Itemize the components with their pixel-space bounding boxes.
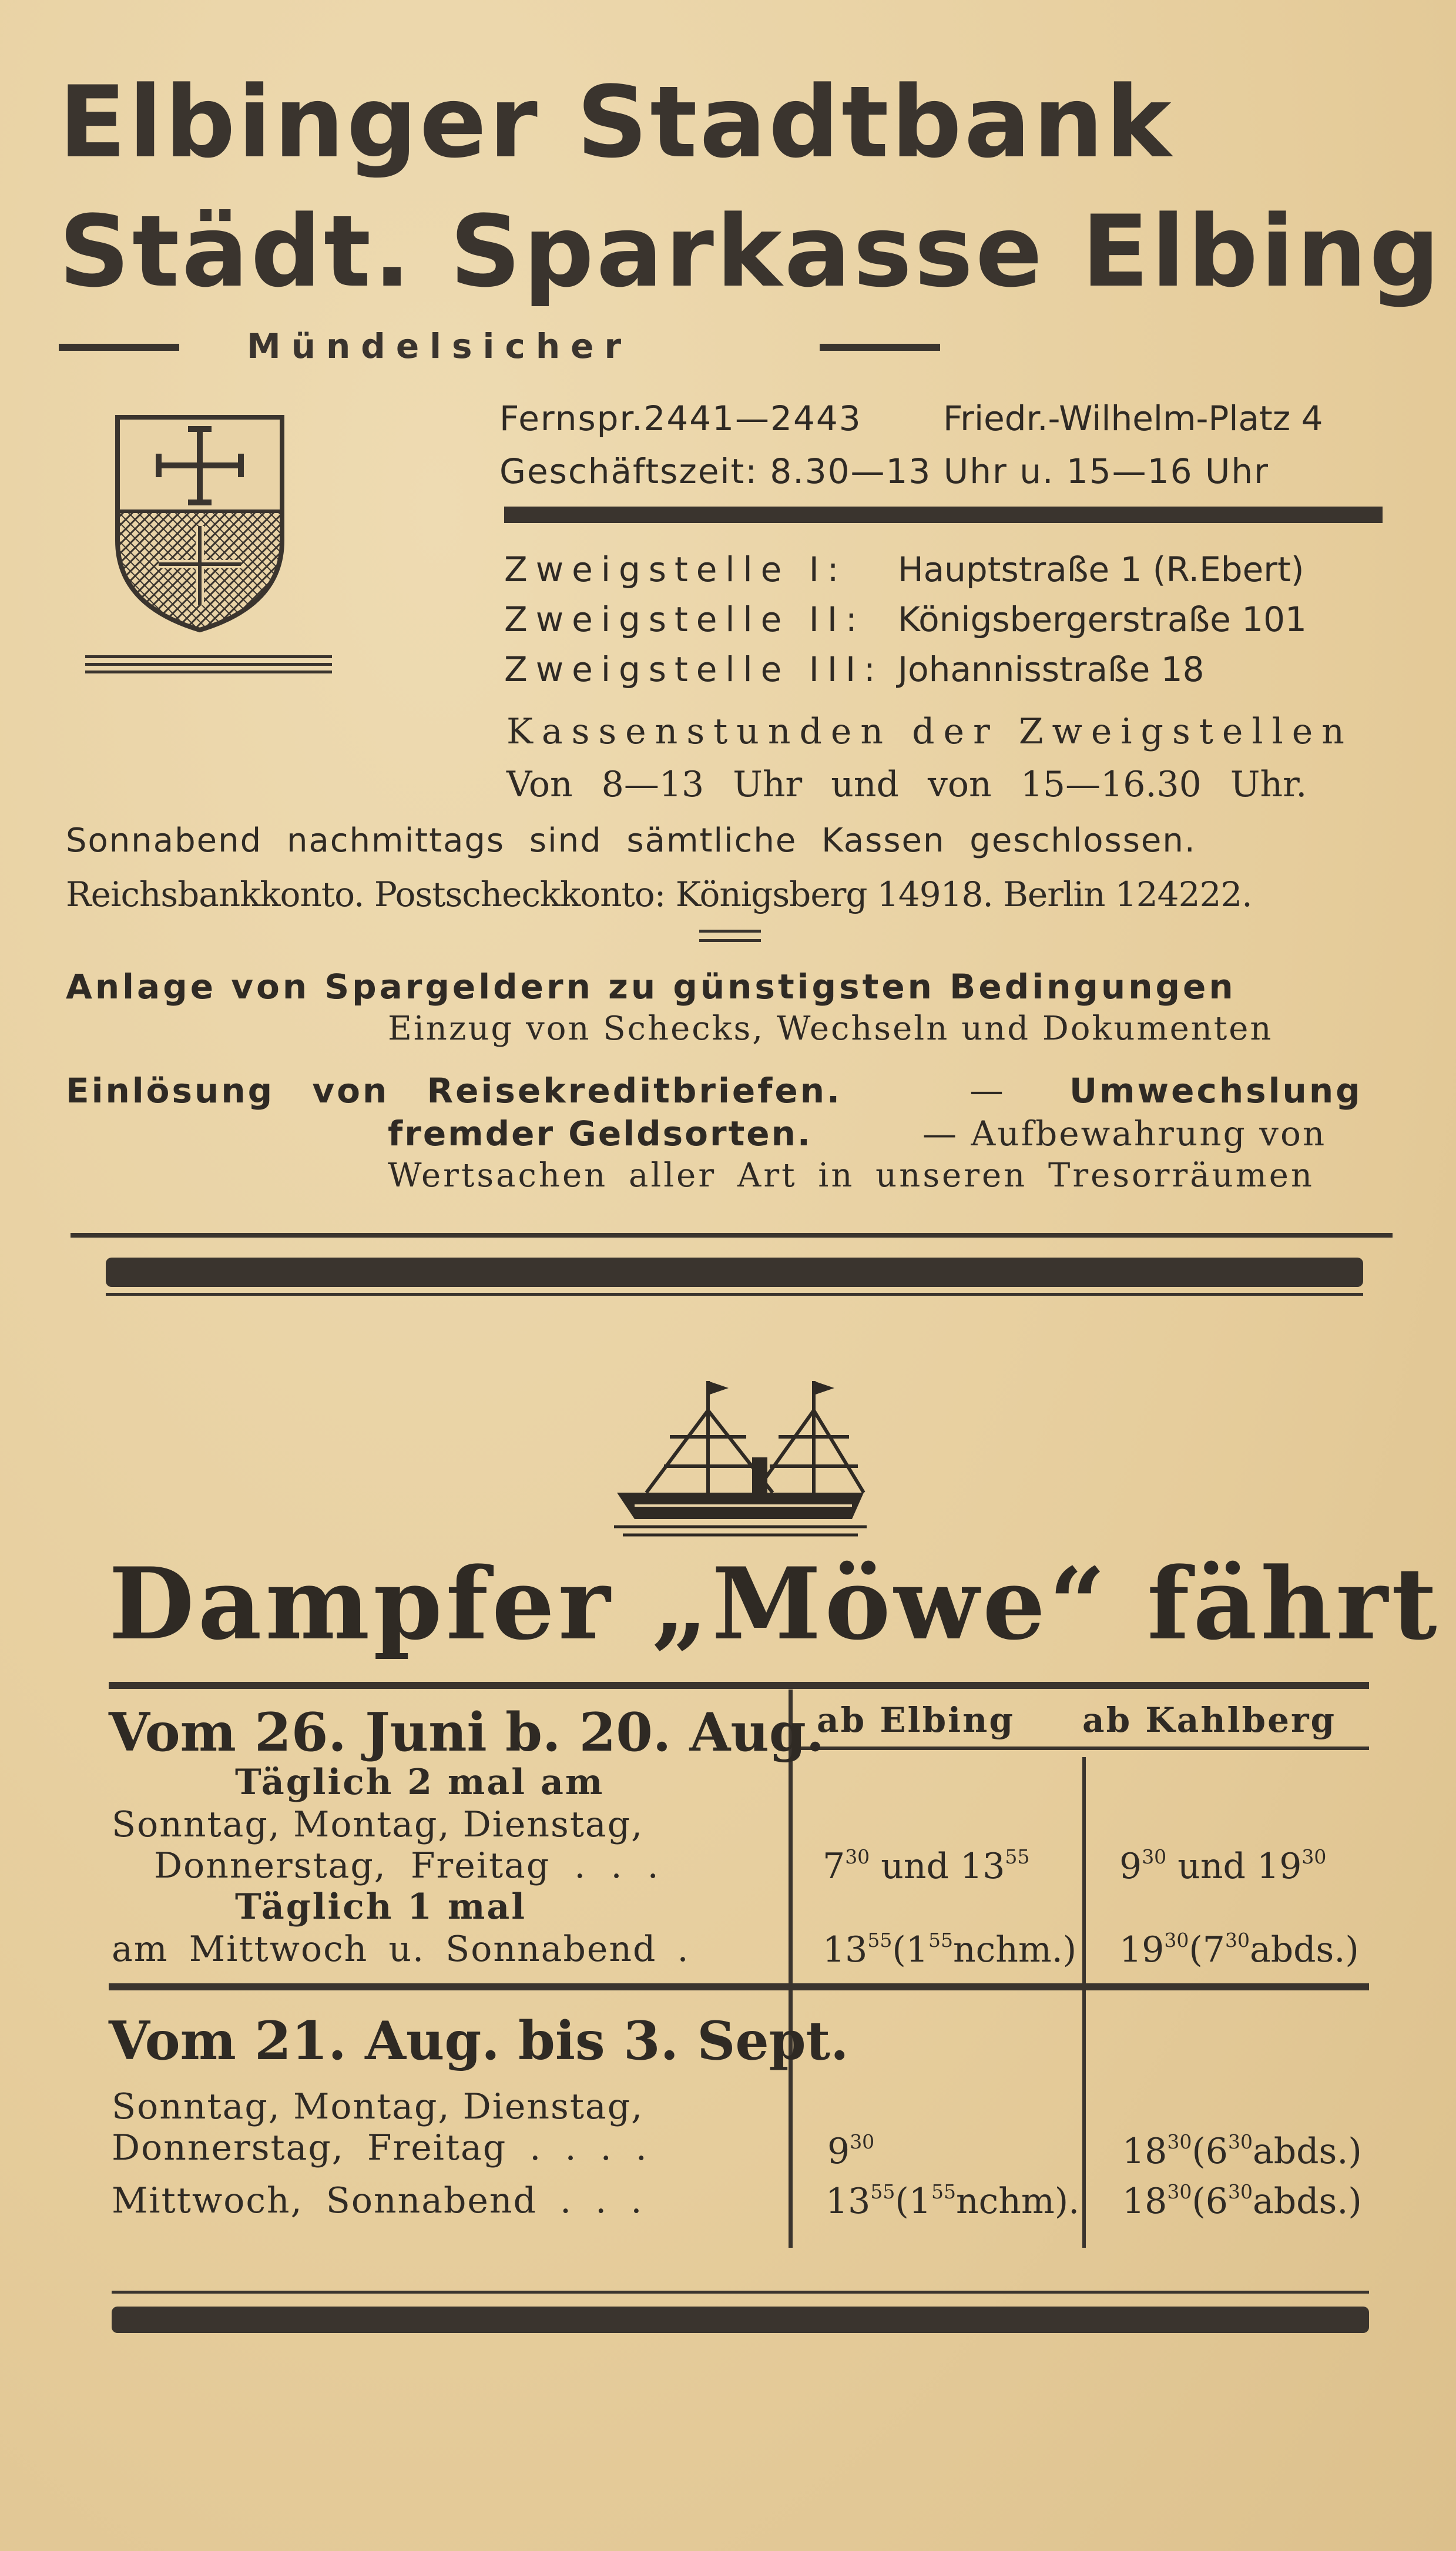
- period1-days1a: Sonntag, Montag, Dienstag,: [112, 1804, 644, 1845]
- period1-row1-elbing: $7^{30}$ und $13^{55}$: [823, 1845, 1030, 1887]
- table-vrule-left: [789, 1690, 793, 2248]
- service-exchange: Umwechslung: [1069, 1071, 1363, 1111]
- table-header-rule: [793, 1747, 1369, 1750]
- service-collection: Einzug von Schecks, Wechseln und Dokumenten: [388, 1010, 1273, 1048]
- section-rule-thick: [106, 1258, 1363, 1287]
- table-top-rule: [109, 1682, 1369, 1689]
- period2-days1a: Sonntag, Montag, Dienstag,: [112, 2086, 644, 2127]
- period2-days2: Mittwoch, Sonnabend . . .: [112, 2180, 643, 2221]
- period1-row2-kahlberg: $19^{30}(7^{30}abds.)$: [1119, 1929, 1359, 1970]
- subtitle-rule-right: [820, 344, 940, 351]
- subtitle-rule-left: [59, 344, 179, 351]
- period2-days1b: Donnerstag, Freitag . . . .: [112, 2127, 648, 2168]
- bank-accounts: Reichsbankkonto. Postscheckkonto: Königsberg 14918. Berlin 124222.: [66, 874, 1252, 914]
- period1-days1b: Donnerstag, Freitag . . .: [154, 1845, 660, 1886]
- period1-heading: Vom 26. Juni b. 20. Aug.: [109, 1701, 825, 1764]
- branch-3-address: Johannisstraße 18: [898, 649, 1205, 689]
- branch-1-label: Zweigstelle I:: [504, 549, 847, 589]
- section-rule-under: [106, 1293, 1363, 1296]
- branch-hours-title: Kassenstunden der Zweigstellen: [506, 711, 1353, 752]
- period2-heading: Vom 21. Aug. bis 3. Sept.: [109, 2010, 849, 2072]
- section-rule-thin: [71, 1233, 1393, 1238]
- crest-rule-1: [85, 655, 332, 658]
- branch-1-address: Hauptstraße 1 (R.Ebert): [898, 549, 1304, 589]
- bank-title-line2: Städt. Sparkasse Elbing: [59, 194, 1442, 309]
- period2-row1-elbing: $9^{30}$: [827, 2130, 875, 2172]
- bank-subtitle: Mündelsicher: [247, 326, 632, 366]
- table-vrule-mid: [1082, 1757, 1086, 2248]
- service-foreign-currency: fremder Geldsorten.: [388, 1114, 812, 1154]
- elbing-coat-of-arms-icon: [112, 411, 288, 635]
- branch-3-label: Zweigstelle III:: [504, 649, 884, 689]
- saturday-note: Sonnabend nachmittags sind sämtliche Kassen geschlossen.: [66, 822, 1196, 860]
- period2-row2-elbing: $13^{55}(1^{55}nchm)$.: [826, 2180, 1080, 2222]
- col-header-elbing: ab Elbing: [817, 1700, 1015, 1740]
- period1-days2: am Mittwoch u. Sonnabend .: [112, 1929, 690, 1970]
- service-vault: Wertsachen aller Art in unseren Tresorräumen: [388, 1157, 1314, 1195]
- period2-row2-kahlberg: $18^{30}(6^{30}abds.)$: [1122, 2180, 1362, 2222]
- branch-hours: Von 8—13 Uhr und von 15—16.30 Uhr.: [506, 764, 1307, 805]
- bank-hours: Geschäftszeit: 8.30—13 Uhr u. 15—16 Uhr: [499, 451, 1269, 491]
- bank-title-line1: Elbinger Stadtbank: [59, 65, 1174, 180]
- service-storage: — Aufbewahrung von: [922, 1114, 1327, 1154]
- crest-rule-3: [85, 671, 332, 673]
- crest-rule-2: [85, 663, 332, 666]
- bank-address: Friedr.-Wilhelm-Platz 4: [943, 398, 1323, 438]
- double-rule-top: [699, 930, 761, 933]
- ferry-title: Dampfer „Möwe“ fährt: [109, 1546, 1441, 1662]
- branch-2-label: Zweigstelle II:: [504, 599, 865, 639]
- service-travel-credit: Einlösung von Reisekreditbriefen.: [66, 1071, 843, 1111]
- period2-row1-kahlberg: $18^{30}(6^{30}abds.)$: [1122, 2130, 1362, 2172]
- period1-row1-kahlberg: $9^{30}$ und $19^{30}$: [1119, 1845, 1327, 1887]
- hours-thick-rule: [504, 507, 1383, 523]
- service-savings: Anlage von Spargeldern zu günstigsten Bedingungen: [66, 967, 1236, 1007]
- service-dash: —: [969, 1071, 1004, 1111]
- col-header-kahlberg: ab Kahlberg: [1082, 1700, 1337, 1740]
- bank-phone: Fernspr.2441—2443: [499, 398, 862, 438]
- double-rule-bottom: [699, 939, 761, 942]
- bottom-rule-thin: [112, 2291, 1369, 2294]
- table-middle-rule: [109, 1983, 1369, 1990]
- branch-2-address: Königsbergerstraße 101: [898, 599, 1307, 639]
- period1-sub1: Täglich 2 mal am: [235, 1762, 605, 1803]
- bottom-rule-thick: [112, 2307, 1369, 2333]
- period1-row2-elbing: $13^{55}(1^{55}nchm.)$: [823, 1929, 1077, 1970]
- period1-sub2: Täglich 1 mal: [235, 1886, 527, 1928]
- steamship-icon: [611, 1369, 870, 1540]
